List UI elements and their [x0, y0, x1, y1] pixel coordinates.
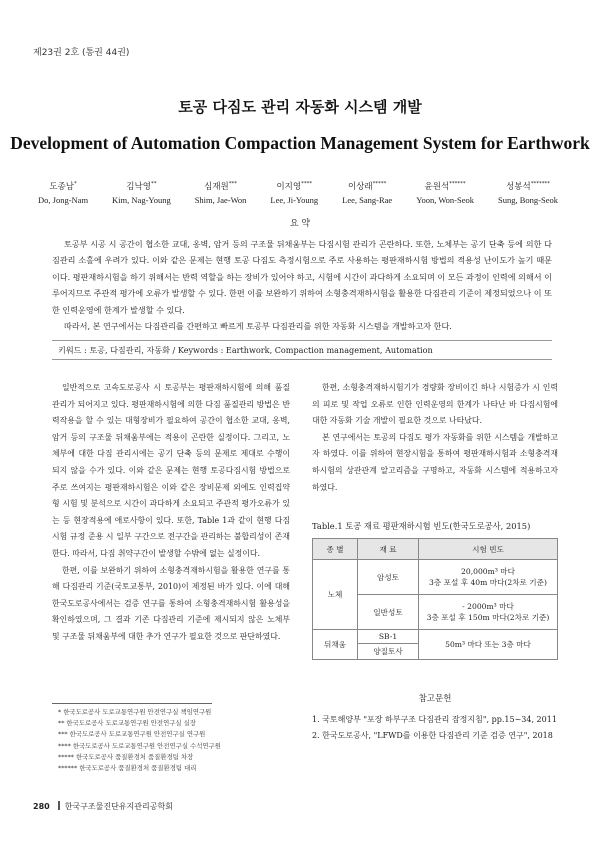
author-korean-text: 이지영: [276, 182, 302, 192]
table-cell: 노체: [313, 560, 358, 630]
author-korean-text: 성봉석: [506, 182, 531, 192]
table-header-row: [313, 539, 558, 560]
author: [342, 180, 392, 205]
author-mark: *****: [372, 181, 387, 188]
table-cell: 암성토: [358, 560, 419, 595]
references-list: [312, 712, 558, 743]
author-name-english: Shim, Jae-Won: [194, 195, 247, 205]
table-cell: 뒤채움: [313, 630, 358, 660]
title-korean: 토공 다짐도 관리 자동화 시스템 개발: [178, 98, 422, 116]
freq-line: 3층 포설 후 40m 마다(2차로 기준): [429, 578, 547, 587]
author: [38, 180, 88, 205]
author-mark: **: [150, 181, 157, 188]
table-cell: [419, 560, 558, 595]
author-name-english: Do, Jong-Nam: [38, 195, 89, 205]
author-name-english: Sung, Bong-Seok: [498, 195, 558, 205]
reference-item: 1. 국토해양부 "포장 하부구조 다짐관리 잠정지침", pp.15~34, 2011: [312, 715, 557, 724]
journal-name: 한국구조물진단유지관리공학회: [64, 802, 173, 811]
body-paragraph: 일반적으로 고속도로공사 시 토공부는 평판재하시험에 의해 품질관리가 되어지고 있다. 평판재하시험에 의한 다짐 품질관리 방법은 반력작용을 할 수 있는 대형장비가 필요하여 공간이 협소한 교대, 옹벽, 암거 등의 구조물 뒤채움부에는 적용이 곤란한 실정이다. 그리고, 노체부에 대한 다짐 관리시에는 공기 단축 등의 문제로 제대로 수행이 되지 않을 수가 있다. 이와 같은 문제는 현행 토공다짐시험 방법으로 주로 쓰여지는 평판재하시험은 이와 같은 장비문제 외에도 인력집약형 시험 및 분석으로 시간이 과다하게 소요되고 주관적 평가오류가 있는 등 현장적용에 애로사항이 있다. 또한, Table 1과 같이 현행 다짐시험 규정 준용 시 일부 구간으로 전구간을 관리하는 불합리성이 존재한다. 따라서, 다짐 취약구간이 발생할 수밖에 없는 실정이다.: [52, 383, 290, 558]
table-cell: [419, 595, 558, 630]
author-korean-text: 윤원석: [424, 182, 450, 192]
title-english: Development of Automation Compaction Management System for Earthwork: [10, 133, 590, 153]
footnote: ***** 한국도로공사 품질환경처 품질환경팀 차장: [58, 752, 194, 761]
body-right-column: [312, 380, 558, 496]
author-mark: *: [73, 181, 77, 188]
body-left-column: [52, 380, 290, 646]
body-paragraph: 한편, 이를 보완하기 위하여 소형충격재하시험을 활용한 연구를 통해 다짐관리 기준(국토교통부, 2010)이 제정된 바가 있다. 이에 대해 한국도로공사에서는 검증 연구를 통하여 소형충격재하시험 활용성을 확인하였으며, 그 결과 기존 다짐관리 기준에 제시되지 않은 노체부 및 구조물 뒤채움부에 대한 추가 연구가 필요한 것으로 판단하였다.: [52, 565, 290, 641]
body-paragraph: 한편, 소형충격재하시험기가 경량화 장비이긴 하나 시험증가 시 인력의 피로 및 작업 오류로 인한 인력운영의 한계가 나타난 바 다짐시험에 대한 자동화 기술 개발이 필요한 것으로 나타났다.: [312, 383, 558, 426]
author: [416, 180, 474, 205]
footnote: ****** 한국도로공사 품질환경처 품질환경팀 대리: [58, 764, 197, 773]
abstract-heading: 요 약: [289, 219, 311, 229]
table-row: [313, 630, 558, 644]
footnote: **** 한국도로공사 도로교통연구원 안전연구실 수석연구원: [58, 741, 221, 750]
author-mark: ***: [228, 181, 237, 188]
table-header: 재 료: [358, 539, 419, 560]
author-name-korean: [195, 180, 247, 192]
table-caption: Table.1 토공 재료 평판재하시험 빈도(한국도로공사, 2015): [312, 521, 531, 531]
body-paragraph: 본 연구에서는 토공의 다짐도 평가 자동화를 위한 시스템을 개발하고자 하였다. 이를 위하여 현장시험을 통하여 평판재하시험과 소형충격재하시험의 상관관계 알고리즘을 구명하고, 자동화 시스템에 적용하고자 하였다.: [312, 432, 558, 492]
author: [498, 180, 558, 205]
table-cell: SB-1: [358, 630, 419, 644]
table-cell: 50m³ 마다 또는 3층 마다: [419, 630, 558, 660]
author-korean-text: 도종남: [49, 182, 74, 192]
table-cell: 일반성토: [358, 595, 419, 630]
author-korean-text: 심재원: [204, 182, 229, 192]
test-frequency-table: [312, 538, 558, 660]
author-name-korean: [416, 180, 474, 192]
footnote: *** 한국도로공사 도로교통연구원 안전연구실 연구원: [58, 730, 206, 739]
author-name-english: Lee, Sang-Rae: [342, 195, 393, 205]
author: [195, 180, 247, 205]
author-korean-text: 이상래: [348, 182, 373, 192]
footnote: * 한국도로공사 도로교통연구원 안전연구실 책임연구원: [58, 708, 212, 716]
abstract-paragraph: 따라서, 본 연구에서는 다짐관리를 간편하고 빠르게 토공부 다짐관리를 위한 자동화 시스템을 개발하고자 한다.: [64, 321, 452, 332]
author: [112, 180, 171, 205]
table-cell: 양질토사: [358, 644, 419, 660]
footnote: ** 한국도로공사 도로교통연구원 안전연구실 실장: [58, 719, 196, 728]
author: [270, 180, 318, 205]
author-name-korean: [38, 180, 88, 192]
author-mark: ******: [449, 181, 466, 188]
freq-line: 3층 포설 후 150m 마다(2차로 기준): [426, 613, 550, 622]
references-heading: 참고문헌: [418, 694, 452, 704]
footnotes: [58, 707, 221, 774]
table-row: [313, 560, 558, 595]
abstract-body: [52, 236, 552, 334]
table-header: 시험 빈도: [419, 539, 558, 560]
abstract-paragraph: 토공부 시공 시 공간이 협소한 교대, 옹벽, 암거 등의 구조물 뒤채움부는 다짐시험 관리가 곤란하다. 또한, 노체부는 공기 단축 등에 의한 다짐관리 소홀에 우려가 있다. 이와 같은 문제는 현행 토공 다짐도 측정시험으로 주로 사용하는 평판재하시험 방법의 적용성 난이도가 높기 때문이다. 평판재하시험을 하기 위해서는 반력 역할을 하는 장비가 있어야 하고, 시험에 시간이 과다하게 소요되며 이 모든 과정이 인력에 의해서 이루어지므로 주관적 평가에 오류가 발생할 수 있다. 한편 이를 보완하기 위하여 소형충격재하시험을 활용한 다짐관리 기준이 제정되었으나 이 또한 인력운영에 한계가 발생할 수 있다.: [52, 239, 552, 315]
author-name-english: Yoon, Won-Seok: [416, 195, 475, 205]
author-name-korean: [270, 180, 318, 192]
author-mark: *******: [530, 181, 550, 188]
footer-divider: [58, 801, 60, 810]
page-number: 280: [33, 802, 50, 811]
author-mark: ****: [301, 181, 313, 188]
author-korean-text: 김낙영: [126, 182, 151, 192]
keywords-line: 키워드 : 토공, 다짐관리, 자동화 / Keywords : Earthwork, Compaction management, Automation: [52, 340, 552, 360]
author-name-english: Lee, Ji-Young: [270, 195, 319, 205]
footnote-divider: [52, 703, 212, 704]
author-name-korean: [342, 180, 392, 192]
table-header: 종 별: [313, 539, 358, 560]
freq-line: - 2000m³ 마다: [462, 602, 514, 611]
page-footer: [33, 801, 173, 812]
reference-item: 2. 한국도로공사, "LFWD를 이용한 다짐관리 기준 검증 연구", 2018: [312, 730, 553, 740]
issue-header: 제23권 2호 (통권 44권): [33, 48, 130, 58]
author-list: [38, 180, 558, 205]
author-name-english: Kim, Nag-Young: [112, 195, 171, 205]
author-name-korean: [112, 180, 171, 192]
freq-line: 20,000m³ 마다: [461, 567, 515, 576]
author-name-korean: [498, 180, 558, 192]
